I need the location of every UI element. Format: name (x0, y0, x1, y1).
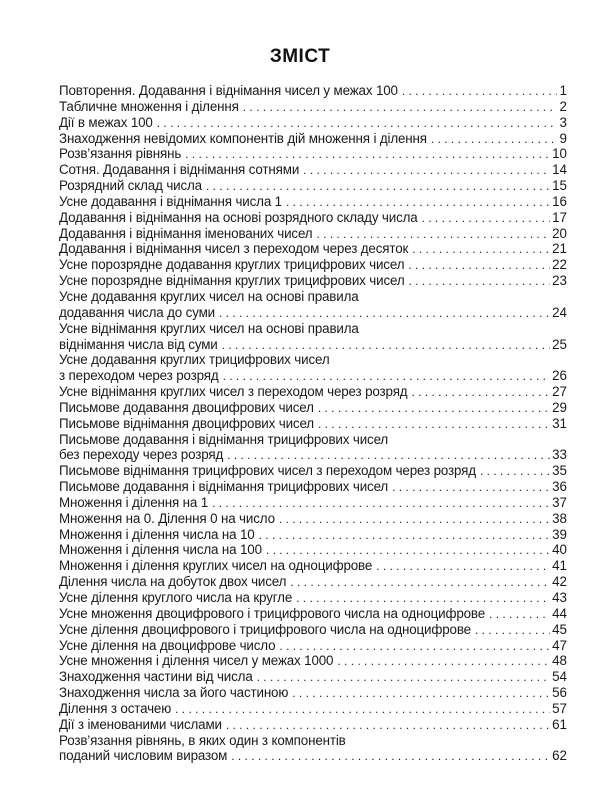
toc-entry-line (59, 447, 567, 463)
dot-leader (185, 147, 550, 163)
toc-entry-title: Ділення числа на добуток двох чисел (59, 574, 287, 590)
toc-entry-title: додавання числа до суми (59, 304, 215, 320)
dot-leader (376, 559, 550, 575)
dot-leader (219, 306, 550, 322)
dot-leader (259, 528, 550, 544)
toc-entry-title: Усне ділення на двоцифрове число (59, 637, 276, 653)
toc-entry-line (59, 210, 567, 226)
toc-page-number: 10 (552, 146, 567, 162)
dot-leader (408, 258, 550, 274)
toc-entry-title: Усне множення двоцифрового і трицифрового числа на одноцифрове (59, 605, 486, 621)
dot-leader (337, 654, 550, 670)
toc-entry-title: Сотня. Додавання і віднімання сотнями (59, 162, 300, 178)
toc-entry[interactable] (59, 432, 567, 464)
dot-leader (157, 116, 557, 132)
toc-page-number: 24 (552, 304, 567, 320)
toc-page-number: 3 (559, 114, 567, 130)
toc-entry-line (59, 83, 567, 99)
toc-entry[interactable] (59, 400, 567, 416)
dot-leader (422, 211, 551, 227)
toc-entry-title: Дії в межах 100 (59, 114, 153, 130)
toc-entry-title: Усне ділення двоцифрового і трицифрового числа на одноцифрове (59, 621, 471, 637)
toc-entry-title: Письмове додавання двоцифрових чисел (59, 399, 314, 415)
toc-entry-title: Усне ділення круглого числа на кругле (59, 590, 293, 605)
toc-entry[interactable] (59, 511, 567, 527)
dot-leader (279, 512, 550, 528)
toc-page-number: 29 (552, 399, 567, 415)
toc-entry[interactable] (59, 701, 567, 717)
toc-page-number: 17 (552, 209, 567, 225)
toc-page-number: 33 (552, 447, 567, 463)
toc-page-number: 38 (552, 510, 567, 526)
toc-entry[interactable] (59, 352, 567, 384)
toc-page-number: 61 (552, 716, 567, 732)
dot-leader (223, 369, 551, 385)
toc-entry-line (59, 653, 567, 669)
toc-entry-title: Множення і ділення на 1 (59, 494, 209, 510)
toc-entry[interactable] (59, 83, 567, 99)
toc-page-number: 14 (552, 162, 567, 178)
toc-entry-title: Розв’язання рівнянь (59, 146, 182, 162)
toc-entry[interactable] (59, 178, 567, 194)
toc-entry-line (59, 542, 567, 558)
toc-entry-title: Додавання і віднімання іменованих чисел (59, 225, 313, 241)
table-of-contents (59, 83, 567, 764)
toc-entry-line (59, 400, 567, 416)
toc-entry-title: Дії з іменованими числами (59, 716, 222, 732)
toc-page-number: 43 (552, 590, 567, 605)
dot-leader (480, 464, 550, 480)
toc-entry-title: Усне множення і ділення чисел у межах 1000 (59, 653, 334, 669)
toc-page-number: 20 (552, 225, 567, 241)
toc-entry-title: Множення і ділення числа на 100 (59, 542, 262, 558)
toc-page-number: 56 (552, 685, 567, 701)
dot-leader (290, 575, 550, 591)
toc-entry-title: Розв’язання рівнянь, в яких один з компонентів (59, 732, 346, 748)
toc-entry-line (59, 432, 567, 448)
toc-page-number: 36 (552, 479, 567, 495)
toc-entry[interactable] (59, 384, 567, 400)
toc-entry[interactable] (59, 416, 567, 432)
toc-page-number: 54 (552, 669, 567, 685)
toc-entry-line (59, 463, 567, 479)
toc-page-number: 45 (552, 621, 567, 637)
toc-entry[interactable] (59, 574, 567, 590)
toc-entry[interactable] (59, 606, 567, 622)
dot-leader (257, 670, 550, 686)
toc-entry-title: Знаходження невідомих компонентів дій множення і ділення (59, 130, 427, 146)
toc-entry-line (59, 384, 567, 400)
dot-leader (392, 480, 550, 496)
toc-entry[interactable] (59, 115, 567, 131)
toc-page-number: 15 (552, 178, 567, 194)
toc-entry-title: Табличне множення і ділення (59, 98, 239, 114)
toc-entry-title: віднімання числа від суми (59, 336, 218, 352)
toc-entry-line (59, 226, 567, 242)
toc-entry-line (59, 194, 567, 210)
dot-leader (227, 448, 550, 464)
dot-leader (175, 702, 550, 718)
dot-leader (243, 100, 557, 116)
toc-page-number: 21 (552, 241, 567, 257)
dot-leader (402, 84, 557, 100)
toc-page-number: 25 (552, 336, 567, 352)
toc-entry[interactable] (59, 321, 567, 353)
toc-entry-title: Знаходження частини від числа (59, 669, 253, 685)
toc-page-number: 62 (552, 748, 567, 764)
toc-entry-line (59, 606, 567, 622)
toc-page-number: 47 (552, 637, 567, 653)
toc-entry-title: Усне додавання і віднімання числа 1 (59, 193, 282, 209)
toc-entry-line (59, 115, 567, 131)
toc-entry[interactable] (59, 685, 567, 701)
dot-leader (318, 401, 550, 417)
toc-entry[interactable] (59, 669, 567, 685)
toc-entry[interactable] (59, 542, 567, 558)
dot-leader (286, 195, 550, 211)
toc-entry-line (59, 511, 567, 527)
toc-entry-line (59, 178, 567, 194)
toc-entry-line (59, 479, 567, 495)
toc-page-number: 40 (552, 542, 567, 558)
toc-page-number: 42 (552, 574, 567, 590)
toc-entry[interactable] (59, 162, 567, 178)
toc-page-number: 57 (552, 700, 567, 716)
dot-leader (296, 591, 550, 607)
toc-entry-line (59, 273, 567, 289)
toc-entry-line (59, 257, 567, 273)
dot-leader (303, 163, 550, 179)
dot-leader (279, 639, 550, 655)
toc-entry-line (59, 368, 567, 384)
toc-entry[interactable] (59, 241, 567, 257)
toc-page-number: 1 (559, 83, 567, 98)
toc-entry-line (59, 352, 567, 368)
dot-leader (412, 242, 550, 258)
toc-entry-line (59, 99, 567, 115)
toc-entry-line (59, 527, 567, 543)
toc-entry-line (59, 495, 567, 511)
toc-entry[interactable] (59, 590, 567, 606)
toc-entry-line (59, 162, 567, 178)
toc-page-number: 16 (552, 193, 567, 209)
toc-entry-title: Усне віднімання круглих чисел з переходом через розряд (59, 384, 408, 400)
toc-entry-line (59, 733, 567, 749)
toc-page-number: 23 (552, 273, 567, 289)
toc-entry-line (59, 289, 567, 305)
toc-page-number: 2 (559, 98, 567, 114)
toc-page-number: 22 (552, 257, 567, 273)
toc-entry-title: Усне порозрядне додавання круглих трицифрових чисел (59, 257, 405, 273)
toc-entry-line (59, 321, 567, 337)
toc-entry-line (59, 337, 567, 353)
page-title: ЗМІСТ (269, 46, 331, 67)
toc-entry-title: з переходом через розряд (59, 368, 219, 384)
toc-entry[interactable] (59, 99, 567, 115)
toc-page-number: 39 (552, 526, 567, 542)
dot-leader (292, 686, 550, 702)
toc-entry-title: Усне віднімання круглих чисел на основі правила (59, 320, 359, 336)
toc-entry[interactable] (59, 463, 567, 479)
toc-page-number: 27 (552, 384, 567, 400)
dot-leader (212, 496, 550, 512)
toc-entry[interactable] (59, 733, 567, 765)
toc-entry[interactable] (59, 479, 567, 495)
dot-leader (206, 179, 550, 195)
dot-leader (475, 623, 550, 639)
toc-entry-title: Множення і ділення круглих чисел на одноцифрове (59, 558, 373, 574)
toc-entry-line (59, 748, 567, 764)
toc-entry-line (59, 622, 567, 638)
toc-entry-title: Письмове додавання і віднімання трицифрових чисел (59, 431, 389, 447)
toc-page-number: 26 (552, 368, 567, 384)
toc-entry-line (59, 574, 567, 590)
dot-leader (231, 749, 550, 765)
toc-entry-line (59, 638, 567, 654)
dot-leader (266, 543, 550, 559)
toc-entry-title: без переходу через розряд (59, 447, 224, 463)
toc-entry-title: Додавання і віднімання на основі розрядного складу числа (59, 209, 418, 225)
dot-leader (316, 227, 550, 243)
toc-page-number: 44 (552, 605, 567, 621)
toc-entry[interactable] (59, 210, 567, 226)
toc-entry[interactable] (59, 146, 567, 162)
dot-leader (409, 274, 551, 290)
dot-leader (431, 132, 557, 148)
toc-entry-line (59, 717, 567, 733)
toc-entry-line (59, 558, 567, 574)
toc-entry-title: Письмове віднімання двоцифрових чисел (59, 415, 314, 431)
dot-leader (222, 338, 550, 354)
toc-entry[interactable] (59, 622, 567, 638)
toc-entry-line (59, 701, 567, 717)
toc-page-number: 37 (552, 494, 567, 510)
toc-entry[interactable] (59, 289, 567, 321)
dot-leader (411, 385, 550, 401)
toc-entry[interactable] (59, 717, 567, 733)
toc-entry-title: Письмове віднімання трицифрових чисел з переходом через розряд (59, 463, 476, 479)
toc-entry[interactable] (59, 527, 567, 543)
toc-entry-line (59, 146, 567, 162)
toc-page-number: 41 (552, 558, 567, 574)
toc-entry-title: Множення і ділення числа на 10 (59, 526, 255, 542)
toc-entry[interactable] (59, 495, 567, 511)
toc-entry[interactable] (59, 558, 567, 574)
toc-entry-line (59, 669, 567, 685)
toc-entry-line (59, 131, 567, 147)
toc-entry-title: Письмове додавання і віднімання трицифрових чисел (59, 479, 389, 495)
toc-page-number: 35 (552, 463, 567, 479)
toc-entry-line (59, 416, 567, 432)
toc-entry-title: Знаходження числа за його частиною (59, 685, 289, 701)
toc-entry-title: Повторення. Додавання і віднімання чисел у межах 100 (59, 83, 398, 98)
toc-entry-title: Усне додавання круглих трицифрових чисел (59, 352, 330, 368)
toc-entry-title: Множення на 0. Ділення 0 на число (59, 510, 275, 526)
toc-page-number: 9 (559, 130, 567, 146)
toc-page-number: 31 (552, 415, 567, 431)
dot-leader (226, 718, 550, 734)
toc-entry[interactable] (59, 257, 567, 273)
toc-entry-title: поданий числовим виразом (59, 748, 228, 764)
toc-entry[interactable] (59, 194, 567, 210)
toc-page-number: 48 (552, 653, 567, 669)
toc-entry[interactable] (59, 653, 567, 669)
toc-entry-line (59, 685, 567, 701)
dot-leader (318, 417, 550, 433)
toc-entry-line (59, 241, 567, 257)
toc-entry-title: Усне порозрядне віднімання круглих трицифрових чисел (59, 273, 405, 289)
toc-entry[interactable] (59, 131, 567, 147)
toc-entry-title: Ділення з остачею (59, 700, 172, 716)
toc-entry-line (59, 590, 567, 606)
toc-entry-title: Розрядний склад числа (59, 178, 202, 194)
dot-leader (489, 607, 550, 623)
toc-entry-line (59, 305, 567, 321)
toc-entry[interactable] (59, 226, 567, 242)
toc-entry-title: Усне додавання круглих чисел на основі правила (59, 288, 359, 304)
toc-entry-title: Додавання і віднімання чисел з переходом через десяток (59, 241, 409, 257)
toc-entry[interactable] (59, 638, 567, 654)
toc-entry[interactable] (59, 273, 567, 289)
